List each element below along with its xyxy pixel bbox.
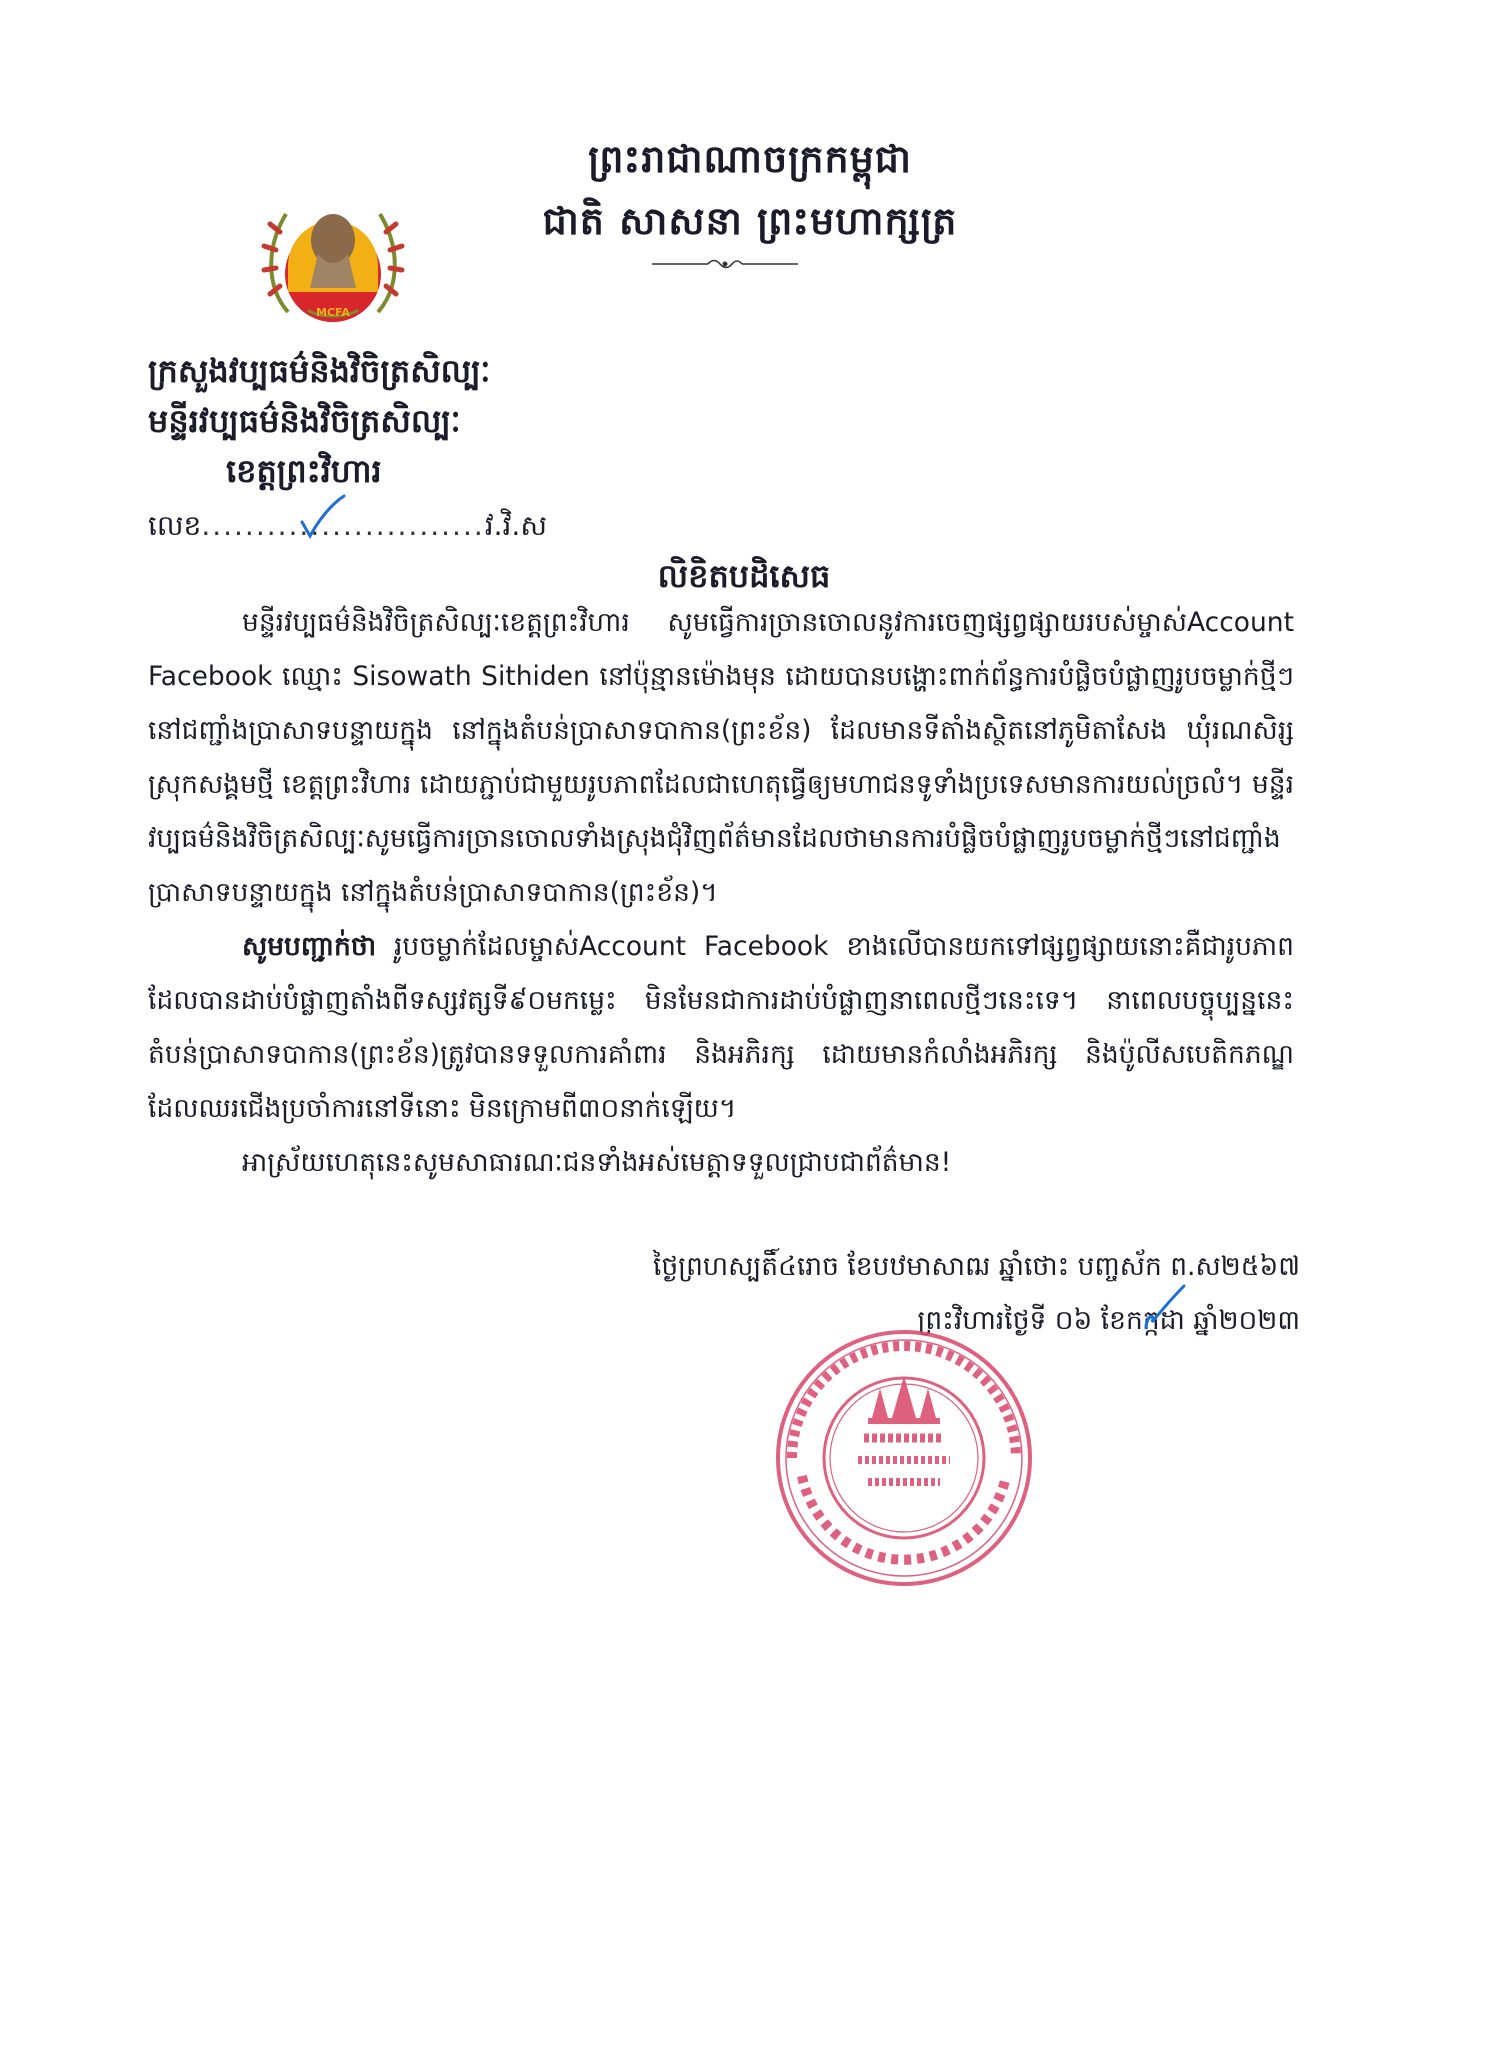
paragraph-2-lead: សូមបញ្ជាក់ថា	[242, 931, 377, 962]
kingdom-name: ព្រះរាជាណាចក្រកម្ពុជា	[588, 136, 912, 181]
pen-signature-mark-icon	[1142, 1282, 1188, 1332]
laurel-left-icon	[264, 214, 288, 312]
ministry-block	[148, 346, 708, 496]
kingdom-heading	[470, 128, 1030, 252]
ministry-logo	[258, 192, 408, 342]
department-name: មន្ទីរវប្បធម៌និងវិចិត្រសិល្បៈ	[148, 402, 461, 440]
body-paragraph-3: អាស្រ័យហេតុនេះសូមសាធារណៈជនទាំងអស់មេត្តាទទួលជ្រាបជាព័ត៌មាន!	[242, 1147, 952, 1178]
logo-emblem-text: MCFA	[316, 306, 350, 319]
document-title: លិខិតបដិសេធ	[657, 557, 831, 595]
province-name: ខេត្តព្រះវិហារ	[226, 452, 382, 490]
lunar-date: ថ្ងៃព្រហស្បតិ៍៤រោច ខែបឋមាសាឍ ឆ្នាំថោះ បញ្ចស័ក ព.ស២៥៦៧	[652, 1251, 1300, 1282]
body-paragraph-2	[148, 920, 1294, 1136]
official-seal-stamp	[772, 1326, 1036, 1590]
laurel-right-icon	[378, 214, 402, 312]
document-body	[148, 596, 1294, 1190]
reference-dots: ..........................	[201, 509, 485, 542]
paragraph-2-text: រូបចម្លាក់ដែលម្ចាស់Account Facebook ខាងលើបានយកទៅផ្សព្វផ្សាយនោះគឺជារូបភាពដែលបានដាប់បំផ្លាញតាំងពីទស្សវត្សទី៩០មកម្លេះ មិនមែនជាការដាប់បំផ្លាញនាពេលថ្មីៗនេះទេ។ នាពេលបច្ចុប្បន្ននេះតំបន់ប្រាសាទបាកាន(ព្រះខ័ន)ត្រូវបានទទួលការគាំពារ និងអភិរក្ស ដោយមានកំលាំងអភិរក្ស និងប៉ូលីសបេតិកភណ្ឌ ដែលឈរជើងប្រចាំការនៅទីនោះ មិនក្រោមពី៣០នាក់ឡើយ។	[148, 931, 1294, 1124]
reference-number-line	[148, 506, 708, 546]
body-paragraph-1: មន្ទីរវប្បធម៌និងវិចិត្រសិល្បៈខេត្តព្រះវិហារ សូមធ្វើការច្រានចោលនូវការចេញផ្សព្វផ្សាយរបស់ម្ចាស់Account Facebook ឈ្មោះ Sisowath Sithiden នៅប៉ុន្មានម៉ោងមុន ដោយបានបង្ហោះពាក់ព័ន្ធការបំផ្លិចបំផ្លាញរូបចម្លាក់ថ្មីៗនៅជញ្ជាំងប្រាសាទបន្ទាយក្នុង នៅក្នុងតំបន់ប្រាសាទបាកាន(ព្រះខ័ន) ដែលមានទីតាំងស្ថិតនៅភូមិតាសែង ឃុំរណសិរ្ស ស្រុកសង្គមថ្មី ខេត្តព្រះវិហារ ដោយភ្ជាប់ជាមួយរូបភាពដែលជាហេតុធ្វើឲ្យមហាជនទូទាំងប្រទេសមានការយល់ច្រលំ។ មន្ទីរវប្បធម៌និងវិចិត្រសិល្បៈសូមធ្វើការច្រានចោលទាំងស្រុងជុំវិញព័ត៌មានដែលថាមានការបំផ្លិចបំផ្លាញរូបចម្លាក់ថ្មីៗនៅជញ្ជាំងប្រាសាទបន្ទាយក្នុង នៅក្នុងតំបន់ប្រាសាទបាកាន(ព្រះខ័ន)។	[148, 607, 1294, 908]
solar-date: ព្រះវិហារថ្ងៃទី ០៦ ខែកក្កដា ឆ្នាំ២០២៣	[917, 1305, 1300, 1336]
pen-checkmark-icon	[298, 492, 348, 540]
reference-suffix: វ.វិ.ស	[484, 509, 547, 542]
national-motto: ជាតិ សាសនា ព្រះមហាក្សត្រ	[542, 198, 958, 243]
heading-divider-ornament	[650, 254, 800, 274]
reference-prefix: លេខ	[148, 509, 202, 542]
ministry-name: ក្រសួងវប្បធម៌និងវិចិត្រសិល្បៈ	[148, 352, 491, 390]
